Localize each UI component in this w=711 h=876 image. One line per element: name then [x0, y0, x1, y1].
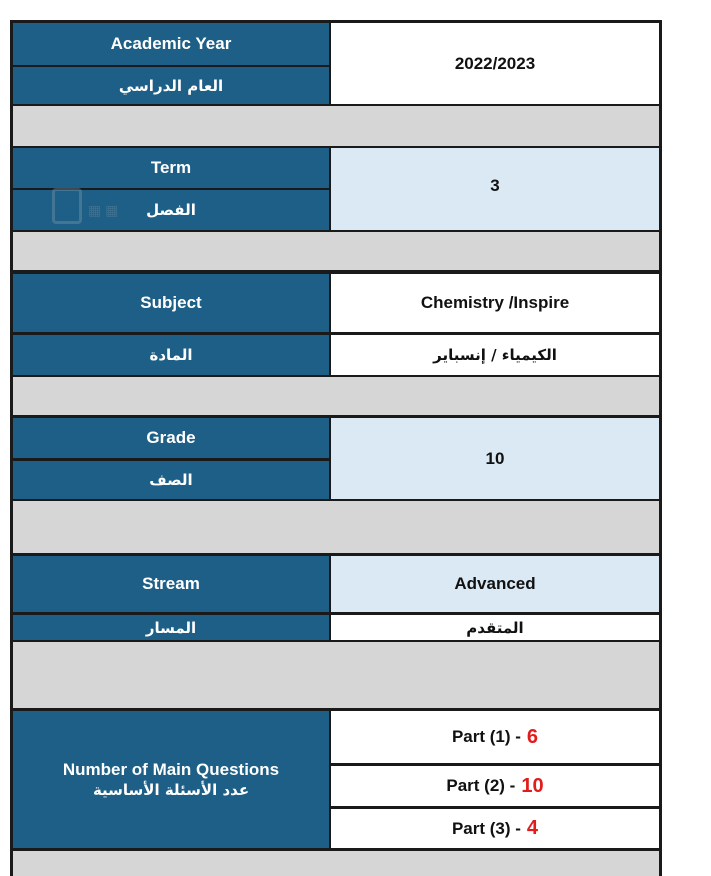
separator-row [13, 106, 659, 146]
academic-year-label-ar: العام الدراسي [13, 67, 329, 104]
site-logo-watermark-icon: ▦ ▦ [48, 182, 188, 252]
part-2-count: 10 [521, 774, 544, 797]
main-questions-label-ar: عدد الأسئلة الأساسية [92, 780, 250, 799]
term-label-ar: الفصل [13, 190, 329, 230]
part-1-row [331, 711, 659, 763]
subject-label: Subject [13, 274, 329, 332]
separator-row [13, 501, 659, 553]
stream-value: Advanced [331, 556, 659, 612]
academic-year-value: 2022/2023 [331, 23, 659, 104]
term-label: Term [13, 148, 329, 188]
part-3-row [331, 809, 659, 848]
separator-row [13, 232, 659, 270]
separator-row [13, 642, 659, 708]
part-2-row [331, 766, 659, 806]
stream-value-ar: المتقدم [331, 615, 659, 640]
grade-value: 10 [331, 418, 659, 499]
separator-row [13, 851, 659, 876]
part-1-label: Part (1) - [451, 727, 521, 746]
main-questions-label-en: Number of Main Questions [62, 759, 280, 779]
grade-label-ar: الصف [13, 461, 329, 499]
grade-label: Grade [13, 418, 329, 458]
main-questions-label [13, 711, 329, 848]
stream-label: Stream [13, 556, 329, 612]
subject-label-ar: المادة [13, 335, 329, 375]
separator-row [13, 377, 659, 415]
stream-label-ar: المسار [13, 615, 329, 640]
subject-value-ar: الكيمياء / إنسباير [331, 335, 659, 375]
subject-value: Chemistry /Inspire [331, 274, 659, 332]
part-3-count: 4 [526, 817, 539, 839]
term-value: 3 [331, 148, 659, 230]
part-1-count: 6 [526, 725, 539, 748]
part-3-label: Part (3) - [451, 818, 521, 838]
info-table [10, 20, 662, 876]
part-2-label: Part (2) - [446, 776, 516, 795]
academic-year-label: Academic Year [13, 23, 329, 65]
